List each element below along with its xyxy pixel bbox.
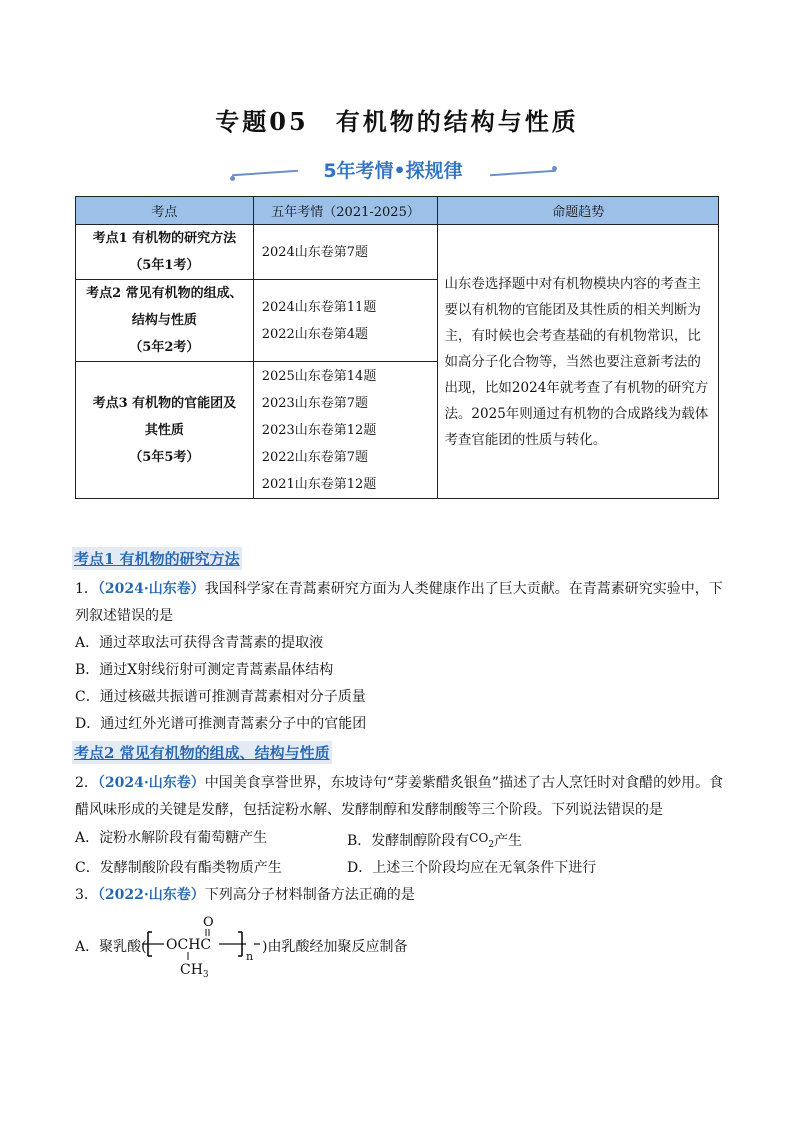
page-title: 专题05 有机物的结构与性质 xyxy=(215,107,579,136)
question-source: （2024·山东卷） xyxy=(97,775,205,791)
formula-n: n xyxy=(246,950,254,963)
question-2: 2．（2024·山东卷）中国美食享誉世界，东坡诗句“芽姜紫醋炙银鱼”描述了古人烹饪时对食醋的妙用。食醋风味形成的关键是发酵，包括淀粉水解、发酵制醇和发酵制酸等三个阶段。下列说法错误的是 xyxy=(75,775,724,818)
banner-dot xyxy=(552,166,557,171)
table-years-3: 2025山东卷第14题 2023山东卷第7题 2023山东卷第12题 2022山东卷第7题 2021山东卷第12题 xyxy=(253,362,438,499)
section-heading-2: 考点2 常见有机物的组成、结构与性质 xyxy=(72,741,332,764)
question-1: 1．（2024·山东卷）我国科学家在青蒿素研究方面为人类健康作出了巨大贡献。在青蒿素研究实验中，下列叙述错误的是 xyxy=(75,581,723,624)
q1-option-c: C．通过核磁共振谱可推测青蒿素相对分子质量 xyxy=(75,689,366,705)
formula-chain: OCHC xyxy=(166,937,212,953)
table-header-years: 五年考情（2021-2025） xyxy=(253,197,438,225)
table-point-3: 考点3 有机物的官能团及 其性质 （5年5考） xyxy=(76,362,254,499)
table-point-1: 考点1 有机物的研究方法 （5年1考） xyxy=(76,225,254,280)
q1-option-d: D．通过红外光谱可推测青蒿素分子中的官能团 xyxy=(75,716,367,732)
table-years-2: 2024山东卷第11题 2022山东卷第4题 xyxy=(253,280,438,362)
question-source: （2022·山东卷） xyxy=(97,887,205,903)
table-trend: 山东卷选择题中对有机物模块内容的考查主要以有机物的官能团及其性质的相关判断为主，有时候也会考查基础的有机物常识，比如高分子化合物等，当然也要注意新考法的出现，比如2024年就考查了有机物的研究方法。2025年则通过有机物的合成路线为载体考查官能团的性质与转化。 xyxy=(438,225,719,499)
table-years-1: 2024山东卷第7题 xyxy=(253,225,438,280)
formula-methyl: $CH_3$ xyxy=(180,962,209,980)
q1-option-a: A．通过萃取法可获得含青蒿素的提取液 xyxy=(75,635,324,651)
q1-option-b: B．通过X射线衍射可测定青蒿素晶体结构 xyxy=(75,662,334,678)
q2-option-d: D．上述三个阶段均应在无氧条件下进行 xyxy=(347,860,597,876)
q3-option-a: A．聚乳酸( OCHC O $CH_3$ n )由乳酸经加聚反应制备 xyxy=(75,912,475,982)
q2-option-b: B．发酵制醇阶段有$CO_2$产生 xyxy=(347,831,523,850)
table-point-2: 考点2 常见有机物的组成、 结构与性质 （5年2考） xyxy=(76,280,254,362)
q2-option-a: A．淀粉水解阶段有葡萄糖产生 xyxy=(75,830,268,846)
question-3: 3．（2022·山东卷）下列高分子材料制备方法正确的是 xyxy=(75,887,415,903)
table-header-trend: 命题趋势 xyxy=(438,197,719,225)
formula-carbonyl-o: O xyxy=(203,915,214,930)
section-heading-1: 考点1 有机物的研究方法 xyxy=(72,547,242,570)
question-source: （2024·山东卷） xyxy=(97,581,205,597)
table-header-point: 考点 xyxy=(76,197,254,225)
banner-text: 5年考情•探规律 xyxy=(323,160,463,182)
section-banner xyxy=(228,152,558,188)
exam-summary-table xyxy=(75,196,719,499)
q2-option-c: C．发酵制酸阶段有酯类物质产生 xyxy=(75,860,282,876)
